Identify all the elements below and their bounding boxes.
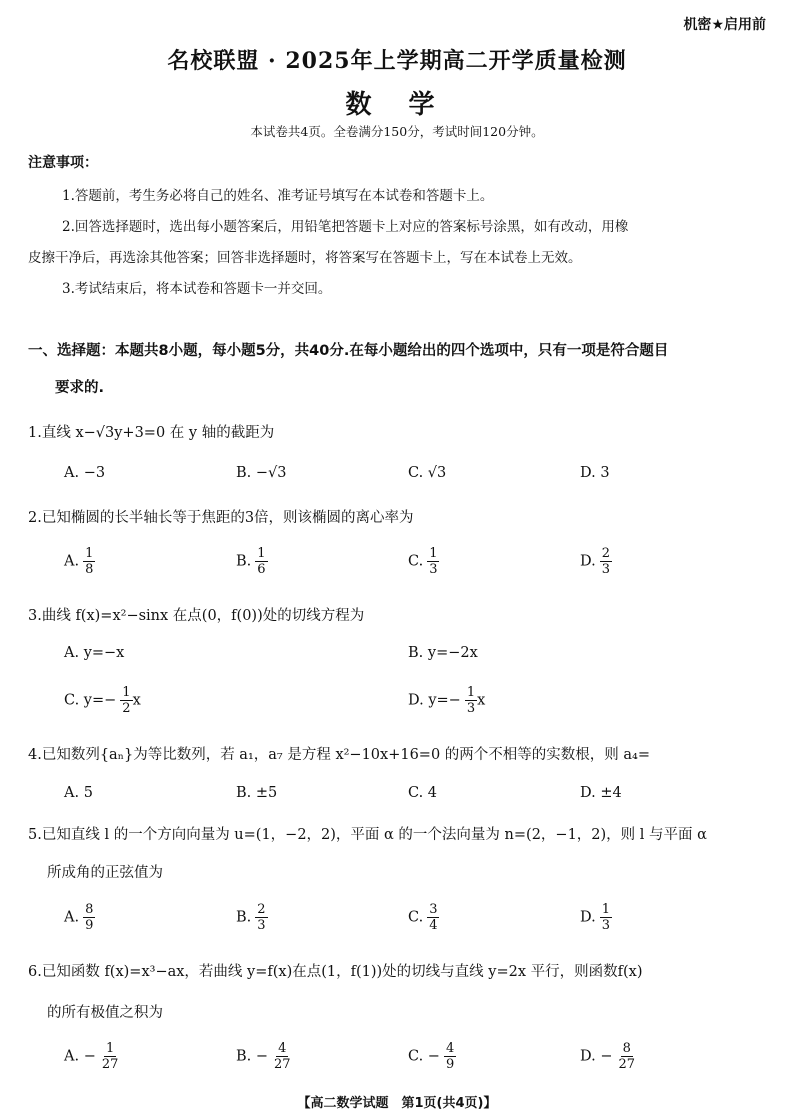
q5-option-b: B. $\frac{2}{3}$	[236, 902, 266, 933]
q5-option-c: C. $\frac{3}{4}$	[408, 902, 438, 933]
q3-option-d: D. y=− $\frac{1}{3}$ x	[408, 685, 486, 716]
q5-option-a: A. $\frac{8}{9}$	[64, 902, 94, 933]
q2-option-a: A. $\frac{1}{8}$	[64, 546, 94, 577]
q3-option-c: C. y=− $\frac{1}{2}$ x	[64, 685, 141, 716]
question-5: 5.已知直线 l 的一个方向向量为 u=(1，−2，2)，平面 α 的一个法向量为 n=(2，−1，2)，则 l 与平面 α	[28, 827, 707, 843]
q2-option-c: C. $\frac{1}{3}$	[408, 546, 438, 577]
page-footer: 【高二数学试题 第1页(共4页)】	[297, 1096, 497, 1111]
section-heading: 一、选择题：本题共8小题，每小题5分，共40分.在每小题给出的四个选项中，只有一项是符合题目	[28, 343, 669, 359]
question-1: 1.直线 x−√3y+3=0 在 y 轴的截距为	[28, 425, 275, 441]
question-6: 6.已知函数 f(x)=x³−ax，若曲线 y=f(x)在点(1，f(1))处的切线与直线 y=2x 平行，则函数f(x)	[28, 964, 643, 980]
q4-option-b: B. ±5	[236, 785, 278, 801]
star-icon: ★	[711, 17, 724, 33]
question-5-cont: 所成角的正弦值为	[47, 865, 163, 881]
exam-info: 本试卷共4页。全卷满分150分，考试时间120分钟。	[250, 124, 544, 139]
question-4: 4.已知数列{aₙ}为等比数列，若 a₁，a₇ 是方程 x²−10x+16=0 的两个不相等的实数根，则 a₄=	[28, 747, 651, 763]
q6-option-c: C. − $\frac{4}{9}$	[408, 1041, 455, 1072]
confidential-label: 机密★启用前	[683, 17, 766, 33]
q1-option-a: A. −3	[64, 465, 106, 481]
note-item: 3.考试结束后，将本试卷和答题卡一并交回。	[62, 281, 332, 297]
q4-option-c: C. 4	[408, 785, 438, 801]
note-item: 皮擦干净后，再选涂其他答案；回答非选择题时，将答案写在答题卡上，写在本试卷上无效。	[28, 250, 582, 266]
section-heading-cont: 要求的.	[55, 380, 105, 396]
q1-option-b: B. −√3	[236, 465, 287, 481]
q2-option-d: D. $\frac{2}{3}$	[580, 546, 610, 577]
q6-option-b: B. − $\frac{4}{27}$	[236, 1041, 291, 1072]
question-2: 2.已知椭圆的长半轴长等于焦距的3倍，则该椭圆的离心率为	[28, 510, 414, 526]
q1-option-c: C. √3	[408, 465, 447, 481]
q6-option-d: D. − $\frac{8}{27}$	[580, 1041, 636, 1072]
q2-option-b: B. $\frac{1}{6}$	[236, 546, 266, 577]
question-3: 3.曲线 f(x)=x²−sinx 在点(0，f(0))处的切线方程为	[28, 608, 365, 624]
q1-option-d: D. 3	[580, 465, 610, 481]
exam-title: 名校联盟 · 2025年上学期高二开学质量检测	[167, 48, 627, 74]
q4-option-d: D. ±4	[580, 785, 622, 801]
notes-heading: 注意事项：	[28, 155, 98, 171]
q3-option-a: A. y=−x	[64, 645, 125, 661]
q5-option-d: D. $\frac{1}{3}$	[580, 902, 610, 933]
q3-option-b: B. y=−2x	[408, 645, 478, 661]
note-item: 1.答题前，考生务必将自己的姓名、准考证号填写在本试卷和答题卡上。	[62, 188, 494, 204]
subject-title: 数 学	[345, 90, 449, 120]
question-6-cont: 的所有极值之积为	[47, 1005, 163, 1021]
note-item: 2.回答选择题时，选出每小题答案后，用铅笔把答题卡上对应的答案标号涂黑，如有改动，用橡	[62, 219, 629, 235]
q4-option-a: A. 5	[64, 785, 93, 801]
q6-option-a: A. − $\frac{1}{27}$	[64, 1041, 119, 1072]
